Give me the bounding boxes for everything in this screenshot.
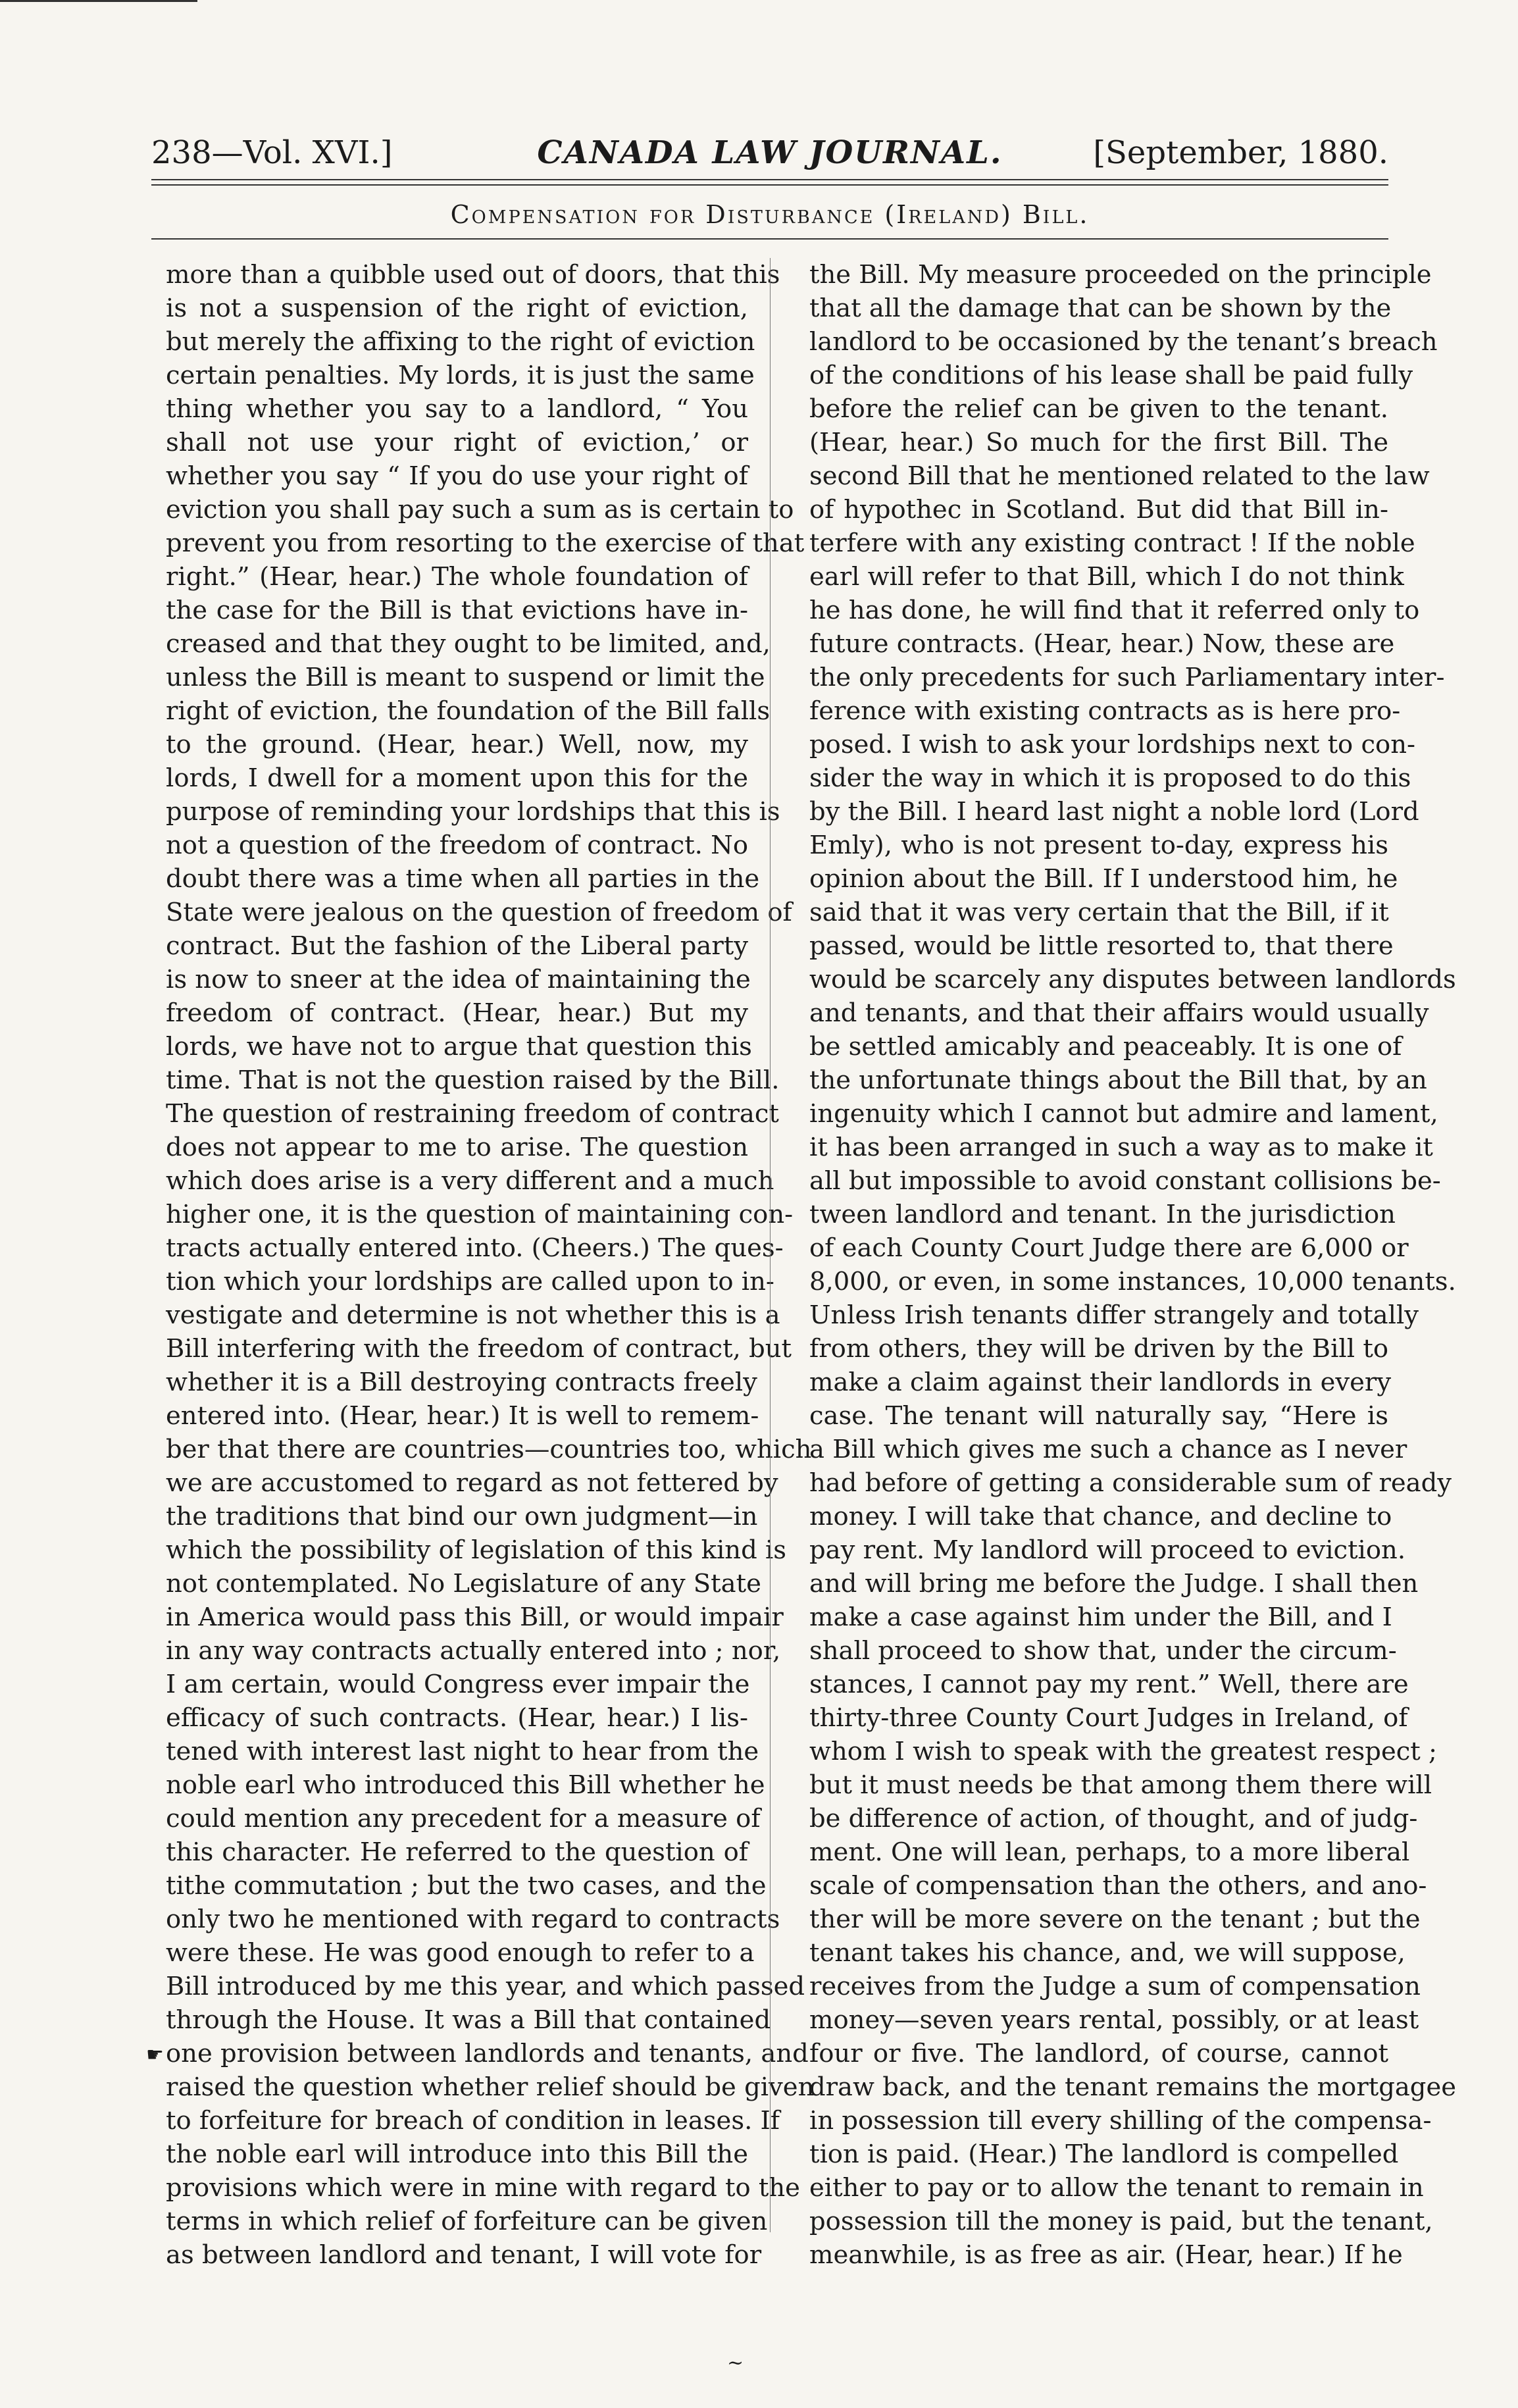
text-line: unless the Bill is meant to suspend or limit the (166, 663, 765, 692)
text-line: in possession till every shilling of the compensa- (809, 2106, 1432, 2136)
text-line: second Bill that he mentioned related to the law (809, 461, 1430, 491)
footer-mark: ~ (727, 2351, 744, 2374)
text-line: but merely the affixing to the right of eviction (166, 327, 755, 357)
journal-title: CANADA LAW JOURNAL. (537, 134, 1003, 171)
text-line: The question of restraining freedom of contract (166, 1099, 779, 1129)
text-line: four or five. The landlord, of course, cannot (809, 2039, 1388, 2068)
text-line: Bill introduced by me this year, and which passed (166, 1972, 805, 2001)
text-line: purpose of reminding your lordships that this is (166, 797, 780, 827)
text-line: tenant takes his chance, and, we will suppose, (809, 1938, 1405, 1968)
text-line: the Bill. My measure proceeded on the principle (809, 260, 1432, 290)
text-line: said that it was very certain that the Bill, if it (809, 898, 1389, 927)
text-line: 8,000, or even, in some instances, 10,000 tenants. (809, 1267, 1456, 1296)
text-line: one provision between landlords and tenants, and (166, 2039, 809, 2068)
section-title: Compensation for Disturbance (Ireland) Bill. (450, 200, 1090, 229)
text-line: we are accustomed to regard as not fettered by (166, 1468, 778, 1498)
text-line: that all the damage that can be shown by the (809, 294, 1392, 323)
text-line: the case for the Bill is that evictions have in- (166, 596, 748, 625)
text-line: make a claim against their landlords in every (809, 1368, 1392, 1397)
text-line: be settled amicably and peaceably. It is one of (809, 1032, 1402, 1062)
text-line: raised the question whether relief should be given (166, 2072, 815, 2102)
text-line: a Bill which gives me such a chance as I never (809, 1435, 1407, 1464)
text-line: freedom of contract. (Hear, hear.) But my (166, 998, 748, 1028)
text-line: whether it is a Bill destroying contracts freely (166, 1368, 757, 1397)
text-line: entered into. (Hear, hear.) It is well to remem- (166, 1401, 759, 1431)
text-line: of each County Court Judge there are 6,000 or (809, 1233, 1409, 1263)
text-line: which does arise is a very different and a much (166, 1166, 774, 1196)
text-line: not a question of the freedom of contract. No (166, 831, 749, 860)
text-line: whether you say “ If you do use your right of (166, 461, 748, 491)
issue-date: [September, 1880. (1093, 134, 1388, 171)
text-line: and will bring me before the Judge. I shall then (809, 1569, 1419, 1599)
text-line: case. The tenant will naturally say, “Here is (809, 1401, 1388, 1431)
text-line: this character. He referred to the question of (166, 1837, 748, 1867)
volume-page-label: 238—Vol. XVI.] (151, 134, 393, 171)
text-line: tened with interest last night to hear from the (166, 1737, 759, 1766)
running-head (151, 126, 1388, 179)
text-line: ther will be more severe on the tenant ; but the (809, 1905, 1421, 1934)
text-line: in America would pass this Bill, or would impair (166, 1602, 784, 1632)
text-line: the noble earl will introduce into this Bill the (166, 2139, 748, 2169)
text-line: the traditions that bind our own judgment—in (166, 1502, 758, 1531)
text-line: State were jealous on the question of freedom of (166, 898, 792, 927)
text-line: draw back, and the tenant remains the mortgagee (809, 2072, 1457, 2102)
text-line: could mention any precedent for a measure of (166, 1804, 761, 1833)
text-line: and tenants, and that their affairs would usually (809, 998, 1429, 1028)
text-line: earl will refer to that Bill, which I do not think (809, 562, 1404, 592)
text-line: right of eviction, the foundation of the Bill falls (166, 696, 771, 726)
text-line: only two he mentioned with regard to contracts (166, 1905, 780, 1934)
text-line: ment. One will lean, perhaps, to a more liberal (809, 1837, 1410, 1867)
text-line: tion is paid. (Hear.) The landlord is compelled (809, 2139, 1399, 2169)
text-line: in any way contracts actually entered into ; nor, (166, 1636, 781, 1666)
text-line: Emly), who is not present to-day, express his (809, 831, 1388, 860)
text-line: all but impossible to avoid constant collisions be- (809, 1166, 1441, 1196)
text-line: but it must needs be that among them there will (809, 1770, 1432, 1800)
text-line: (Hear, hear.) So much for the first Bill. The (809, 428, 1388, 457)
text-line: lords, we have not to argue that question this (166, 1032, 752, 1062)
text-line: future contracts. (Hear, hear.) Now, these are (809, 629, 1395, 659)
text-line: lords, I dwell for a moment upon this for the (166, 763, 748, 793)
text-line: before the relief can be given to the tenant. (809, 394, 1388, 424)
text-line: passed, would be little resorted to, that there (809, 931, 1394, 961)
text-line: tween landlord and tenant. In the jurisdiction (809, 1200, 1396, 1229)
text-line: scale of compensation than the others, and ano- (809, 1871, 1427, 1901)
top-edge-rule (0, 0, 197, 2)
text-line: whom I wish to speak with the greatest respect ; (809, 1737, 1437, 1766)
text-line: money. I will take that chance, and decline to (809, 1502, 1392, 1531)
text-line: ingenuity which I cannot but admire and lament, (809, 1099, 1438, 1129)
text-line: ference with existing contracts as is here pro- (809, 696, 1401, 726)
text-line: ber that there are countries—countries too, which (166, 1435, 812, 1464)
pointing-hand-icon: ☛ (146, 2043, 164, 2066)
text-line: by the Bill. I heard last night a noble lord (Lord (809, 797, 1419, 827)
text-line: Bill interfering with the freedom of contract, but (166, 1334, 792, 1364)
text-line: Unless Irish tenants differ strangely and totally (809, 1300, 1419, 1330)
text-line: posed. I wish to ask your lordships next to con- (809, 730, 1416, 759)
text-line: terfere with any existing contract ! If the noble (809, 528, 1415, 558)
text-line: possession till the money is paid, but the tenant, (809, 2207, 1433, 2236)
text-line: through the House. It was a Bill that contained (166, 2005, 771, 2035)
text-line: provisions which were in mine with regard to the (166, 2173, 800, 2203)
text-line: stances, I cannot pay my rent.” Well, there are (809, 1670, 1409, 1699)
text-line: it has been arranged in such a way as to make it (809, 1133, 1433, 1162)
text-line: I am certain, would Congress ever impair the (166, 1670, 750, 1699)
text-line: eviction you shall pay such a sum as is certain to (166, 495, 794, 525)
text-line: is now to sneer at the idea of maintaining the (166, 965, 751, 994)
text-line: which the possibility of legislation of this kind is (166, 1535, 787, 1565)
right-column (809, 258, 1457, 2272)
text-line: from others, they will be driven by the Bill to (809, 1334, 1388, 1364)
text-line: money—seven years rental, possibly, or at least (809, 2005, 1419, 2035)
text-line: is not a suspension of the right of eviction, (166, 294, 748, 323)
text-line: shall proceed to show that, under the circum- (809, 1636, 1397, 1666)
text-line: meanwhile, is as free as air. (Hear, hear.) If he (809, 2240, 1403, 2270)
header-double-rule (151, 179, 1388, 186)
column-divider (770, 258, 771, 2232)
text-line: thing whether you say to a landlord, “ You (166, 394, 748, 424)
text-line: doubt there was a time when all parties in the (166, 864, 760, 894)
text-line: either to pay or to allow the tenant to remain in (809, 2173, 1424, 2203)
text-line: to the ground. (Hear, hear.) Well, now, my (166, 730, 748, 759)
section-rule (151, 238, 1388, 240)
text-line: noble earl who introduced this Bill whether he (166, 1770, 765, 1800)
text-line: were these. He was good enough to refer to a (166, 1938, 755, 1968)
text-line: contract. But the fashion of the Liberal party (166, 931, 748, 961)
text-line: sider the way in which it is proposed to do this (809, 763, 1411, 793)
text-line: tithe commutation ; but the two cases, and the (166, 1871, 767, 1901)
text-line: does not appear to me to arise. The question (166, 1133, 748, 1162)
text-line: not contemplated. No Legislature of any State (166, 1569, 761, 1599)
text-line: be difference of action, of thought, and of judg- (809, 1804, 1418, 1833)
text-line: creased and that they ought to be limited, and, (166, 629, 771, 659)
text-line: receives from the Judge a sum of compensation (809, 1972, 1421, 2001)
text-line: he has done, he will find that it referred only to (809, 596, 1420, 625)
text-line: certain penalties. My lords, it is just the same (166, 361, 755, 390)
text-line: prevent you from resorting to the exercise of that (166, 528, 805, 558)
text-line: efficacy of such contracts. (Hear, hear.) I lis- (166, 1703, 748, 1733)
text-line: vestigate and determine is not whether this is a (166, 1300, 780, 1330)
text-line: of the conditions of his lease shall be paid fully (809, 361, 1413, 390)
text-line: higher one, it is the question of maintaining con- (166, 1200, 794, 1229)
text-line: of hypothec in Scotland. But did that Bill in- (809, 495, 1388, 525)
text-line: to forfeiture for breach of condition in leases. If (166, 2106, 780, 2136)
text-line: the only precedents for such Parliamentary inter- (809, 663, 1445, 692)
text-line: the unfortunate things about the Bill that, by an (809, 1065, 1427, 1095)
text-line: shall not use your right of eviction,’ or (166, 428, 748, 457)
text-line: as between landlord and tenant, I will vote for (166, 2240, 762, 2270)
text-line: tion which your lordships are called upon to in- (166, 1267, 774, 1296)
text-line: more than a quibble used out of doors, that this (166, 260, 780, 290)
text-line: make a case against him under the Bill, and I (809, 1602, 1392, 1632)
left-column (166, 258, 815, 2272)
text-line: tracts actually entered into. (Cheers.) The ques- (166, 1233, 784, 1263)
text-line: thirty-three County Court Judges in Ireland, of (809, 1703, 1408, 1733)
text-line: had before of getting a considerable sum of ready (809, 1468, 1452, 1498)
text-line: opinion about the Bill. If I understood him, he (809, 864, 1398, 894)
text-line: would be scarcely any disputes between landlords (809, 965, 1456, 994)
text-line: terms in which relief of forfeiture can be given (166, 2207, 768, 2236)
text-line: right.” (Hear, hear.) The whole foundation of (166, 562, 748, 592)
text-line: pay rent. My landlord will proceed to eviction. (809, 1535, 1406, 1565)
text-line: time. That is not the question raised by the Bill. (166, 1065, 780, 1095)
text-line: landlord to be occasioned by the tenant’s breach (809, 327, 1438, 357)
